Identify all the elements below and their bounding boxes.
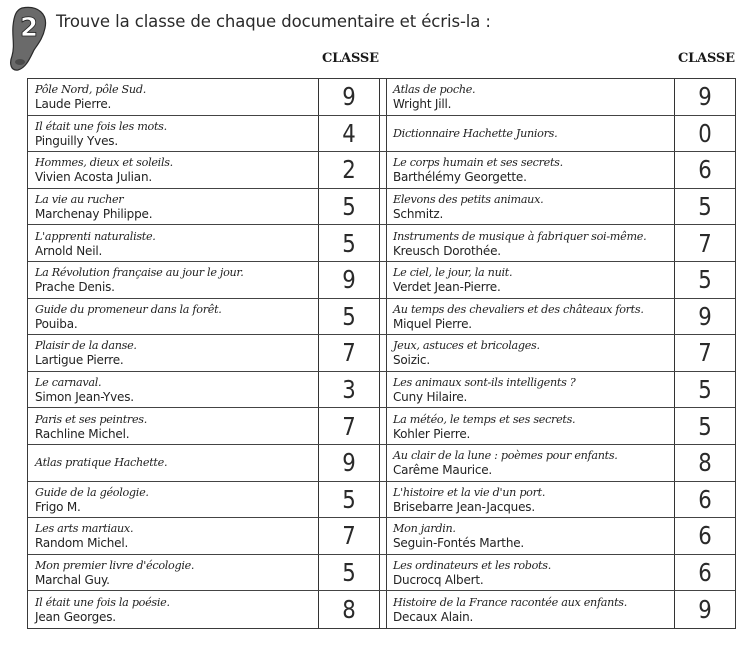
classe-value: 5 xyxy=(342,484,356,514)
document-cell xyxy=(28,591,319,628)
document-cell xyxy=(386,189,675,225)
classe-answer-field[interactable] xyxy=(319,591,380,628)
table-row xyxy=(386,225,735,262)
document-author: Seguin-Fontés Marthe. xyxy=(393,536,525,551)
document-cell xyxy=(28,518,319,554)
document-cell xyxy=(386,262,675,298)
document-cell xyxy=(386,518,675,554)
document-author: Rachline Michel. xyxy=(35,426,130,441)
document-author: Wright Jill. xyxy=(393,97,452,112)
table-row xyxy=(28,225,386,262)
document-author: Brisebarre Jean-Jacques. xyxy=(393,499,535,514)
document-author: Arnold Neil. xyxy=(35,243,103,258)
classe-answer-field[interactable] xyxy=(319,555,380,591)
document-cell xyxy=(386,116,675,152)
document-cell xyxy=(386,225,675,261)
classe-header-right: CLASSE xyxy=(678,51,735,66)
classe-value: 7 xyxy=(697,228,712,258)
exercise-header xyxy=(8,6,491,46)
document-author: Schmitz. xyxy=(393,207,444,222)
table-row xyxy=(386,79,735,116)
document-author: Soizic. xyxy=(393,353,430,368)
classe-value: 5 xyxy=(342,301,356,331)
classe-answer-field[interactable] xyxy=(675,189,734,225)
document-author: Decaux Alain. xyxy=(393,610,474,625)
table-row xyxy=(28,335,386,372)
document-cell xyxy=(386,372,675,408)
classe-value: 5 xyxy=(342,228,356,258)
table-row xyxy=(386,591,735,628)
classe-value: 6 xyxy=(697,521,712,551)
table-row xyxy=(386,482,735,519)
document-cell xyxy=(386,555,675,591)
document-title: Le ciel, le jour, la nuit. xyxy=(393,266,513,280)
document-cell xyxy=(28,372,319,408)
classe-value: 5 xyxy=(697,375,712,405)
classe-answer-field[interactable] xyxy=(319,408,380,444)
table-row xyxy=(28,445,386,482)
classe-answer-field[interactable] xyxy=(319,299,380,335)
table-row xyxy=(28,591,386,628)
classe-answer-field[interactable] xyxy=(675,335,734,371)
document-author: Marchal Guy. xyxy=(35,573,110,588)
table-row xyxy=(386,518,735,555)
table-row xyxy=(28,152,386,189)
document-title: Le corps humain et ses secrets. xyxy=(393,156,563,170)
document-author: Vivien Acosta Julian. xyxy=(35,170,152,185)
document-title: Mon jardin. xyxy=(393,522,456,536)
document-author: Verdet Jean-Pierre. xyxy=(393,280,501,295)
document-cell xyxy=(28,225,319,261)
exercise-number: 2 xyxy=(19,13,39,43)
classe-answer-field[interactable] xyxy=(319,372,380,408)
document-cell xyxy=(386,482,675,518)
classe-value: 7 xyxy=(342,411,356,441)
classe-answer-field[interactable] xyxy=(675,591,734,628)
document-title: Jeux, astuces et bricolages. xyxy=(393,339,540,353)
classe-header-left: CLASSE xyxy=(322,51,379,66)
table-row xyxy=(386,299,735,336)
classe-answer-field[interactable] xyxy=(675,79,734,115)
document-title: Les arts martiaux. xyxy=(35,522,134,536)
document-title: Atlas de poche. xyxy=(393,83,476,97)
document-author: Frigo M. xyxy=(35,499,81,514)
document-title: Il était une fois les mots. xyxy=(35,119,167,133)
classe-answer-field[interactable] xyxy=(319,518,380,554)
classe-value: 5 xyxy=(342,558,356,588)
document-author: Prache Denis. xyxy=(35,280,115,295)
classe-answer-field[interactable] xyxy=(319,152,380,188)
table-row xyxy=(28,189,386,226)
classe-value: 4 xyxy=(342,118,356,148)
document-title: Paris et ses peintres. xyxy=(35,412,147,426)
document-author: Laude Pierre. xyxy=(35,97,112,112)
table-row xyxy=(28,482,386,519)
document-title: Les ordinateurs et les robots. xyxy=(393,559,551,573)
table-row xyxy=(28,299,386,336)
table-row xyxy=(28,262,386,299)
classe-answer-field[interactable] xyxy=(319,445,380,481)
document-cell xyxy=(28,408,319,444)
document-author: Miquel Pierre. xyxy=(393,316,472,331)
document-title: La météo, le temps et ses secrets. xyxy=(393,412,576,426)
table-row xyxy=(386,555,735,592)
classe-value: 6 xyxy=(697,484,712,514)
classe-answer-field[interactable] xyxy=(675,518,734,554)
document-cell xyxy=(386,152,675,188)
document-cell xyxy=(28,116,319,152)
classe-value: 8 xyxy=(342,595,356,625)
classe-value: 5 xyxy=(697,192,712,222)
table-row xyxy=(28,79,386,116)
document-author: Pinguilly Yves. xyxy=(35,133,118,148)
instruction-text: Trouve la classe de chaque documentaire et écris-la : xyxy=(56,12,491,31)
classe-answer-field[interactable] xyxy=(675,152,734,188)
document-cell xyxy=(28,555,319,591)
table-row xyxy=(386,152,735,189)
classe-answer-field[interactable] xyxy=(319,79,380,115)
document-title: Il était une fois la poésie. xyxy=(35,596,170,610)
document-cell xyxy=(28,262,319,298)
classe-answer-field[interactable] xyxy=(319,225,380,261)
classe-answer-field[interactable] xyxy=(319,262,380,298)
document-title: Histoire de la France racontée aux enfants. xyxy=(393,596,627,610)
footprint-number-icon xyxy=(8,6,50,72)
classe-value: 5 xyxy=(697,411,712,441)
document-title: Au temps des chevaliers et des châteaux forts. xyxy=(393,302,644,316)
document-title: Guide du promeneur dans la forêt. xyxy=(35,302,222,316)
document-author: Lartigue Pierre. xyxy=(35,353,124,368)
document-title: Atlas pratique Hachette. xyxy=(35,456,168,470)
classe-answer-field[interactable] xyxy=(319,335,380,371)
document-cell xyxy=(28,79,319,115)
document-author: Cuny Hilaire. xyxy=(393,390,468,405)
document-cell xyxy=(386,591,675,628)
document-title: Guide de la géologie. xyxy=(35,485,149,499)
table-row xyxy=(386,262,735,299)
document-cell xyxy=(386,445,675,481)
classe-value: 6 xyxy=(697,558,712,588)
classe-value: 9 xyxy=(697,82,712,112)
document-title: Mon premier livre d'écologie. xyxy=(35,559,195,573)
classe-value: 9 xyxy=(342,82,356,112)
document-author: Carême Maurice. xyxy=(393,463,493,478)
table-row xyxy=(386,372,735,409)
document-title: Hommes, dieux et soleils. xyxy=(35,156,173,170)
document-author: Random Michel. xyxy=(35,536,129,551)
document-author: Marchenay Philippe. xyxy=(35,207,153,222)
classe-value: 2 xyxy=(342,155,356,185)
document-title: Plaisir de la danse. xyxy=(35,339,137,353)
table-row xyxy=(386,408,735,445)
document-title: Le carnaval. xyxy=(35,376,102,390)
right-table xyxy=(386,78,736,629)
document-cell xyxy=(386,335,675,371)
document-title: La vie au rucher xyxy=(35,193,124,207)
document-title: Elevons des petits animaux. xyxy=(393,193,544,207)
table-row xyxy=(28,518,386,555)
classe-value: 5 xyxy=(697,265,712,295)
table-row xyxy=(386,445,735,482)
classe-answer-field[interactable] xyxy=(675,372,734,408)
table-row xyxy=(386,335,735,372)
classe-value: 3 xyxy=(342,375,356,405)
classe-answer-field[interactable] xyxy=(675,555,734,591)
classe-answer-field[interactable] xyxy=(319,116,380,152)
document-author: Barthélémy Georgette. xyxy=(393,170,527,185)
document-cell xyxy=(386,79,675,115)
document-title: La Révolution française au jour le jour. xyxy=(35,266,244,280)
document-cell xyxy=(28,335,319,371)
table-row xyxy=(386,116,735,153)
classe-answer-field[interactable] xyxy=(675,225,734,261)
document-cell xyxy=(28,445,319,481)
table-row xyxy=(28,555,386,592)
classe-answer-field[interactable] xyxy=(675,116,734,152)
document-title: Instruments de musique à fabriquer soi-même. xyxy=(393,229,647,243)
classe-value: 6 xyxy=(697,155,712,185)
table-row xyxy=(28,372,386,409)
classe-answer-field[interactable] xyxy=(675,445,734,481)
document-cell xyxy=(28,482,319,518)
classe-value: 7 xyxy=(697,338,712,368)
document-author: Jean Georges. xyxy=(35,610,116,625)
classe-answer-field[interactable] xyxy=(319,189,380,225)
document-author: Kohler Pierre. xyxy=(393,426,471,441)
document-title: Dictionnaire Hachette Juniors. xyxy=(393,126,558,140)
classe-answer-field[interactable] xyxy=(675,299,734,335)
document-cell xyxy=(386,408,675,444)
classe-value: 8 xyxy=(697,448,712,478)
classe-answer-field[interactable] xyxy=(675,482,734,518)
document-title: Pôle Nord, pôle Sud. xyxy=(35,83,146,97)
document-title: L'histoire et la vie d'un port. xyxy=(393,485,546,499)
classe-value: 7 xyxy=(342,521,356,551)
document-author: Kreusch Dorothée. xyxy=(393,243,501,258)
document-author: Simon Jean-Yves. xyxy=(35,390,134,405)
table-row xyxy=(28,408,386,445)
classe-answer-field[interactable] xyxy=(675,408,734,444)
document-author: Ducrocq Albert. xyxy=(393,573,484,588)
document-cell xyxy=(28,152,319,188)
document-cell xyxy=(28,299,319,335)
left-table xyxy=(27,78,387,629)
classe-value: 9 xyxy=(697,595,712,625)
classe-value: 9 xyxy=(697,301,712,331)
classe-value: 5 xyxy=(342,192,356,222)
document-title: Les animaux sont-ils intelligents ? xyxy=(393,376,576,390)
classe-value: 9 xyxy=(342,448,356,478)
classe-value: 0 xyxy=(697,118,712,148)
document-cell xyxy=(28,189,319,225)
table-row xyxy=(386,189,735,226)
document-title: Au clair de la lune : poèmes pour enfants. xyxy=(393,449,618,463)
classe-value: 7 xyxy=(342,338,356,368)
document-title: L'apprenti naturaliste. xyxy=(35,229,156,243)
classe-value: 9 xyxy=(342,265,356,295)
table-row xyxy=(28,116,386,153)
document-author: Pouiba. xyxy=(35,316,78,331)
document-cell xyxy=(386,299,675,335)
classe-answer-field[interactable] xyxy=(319,482,380,518)
classe-answer-field[interactable] xyxy=(675,262,734,298)
